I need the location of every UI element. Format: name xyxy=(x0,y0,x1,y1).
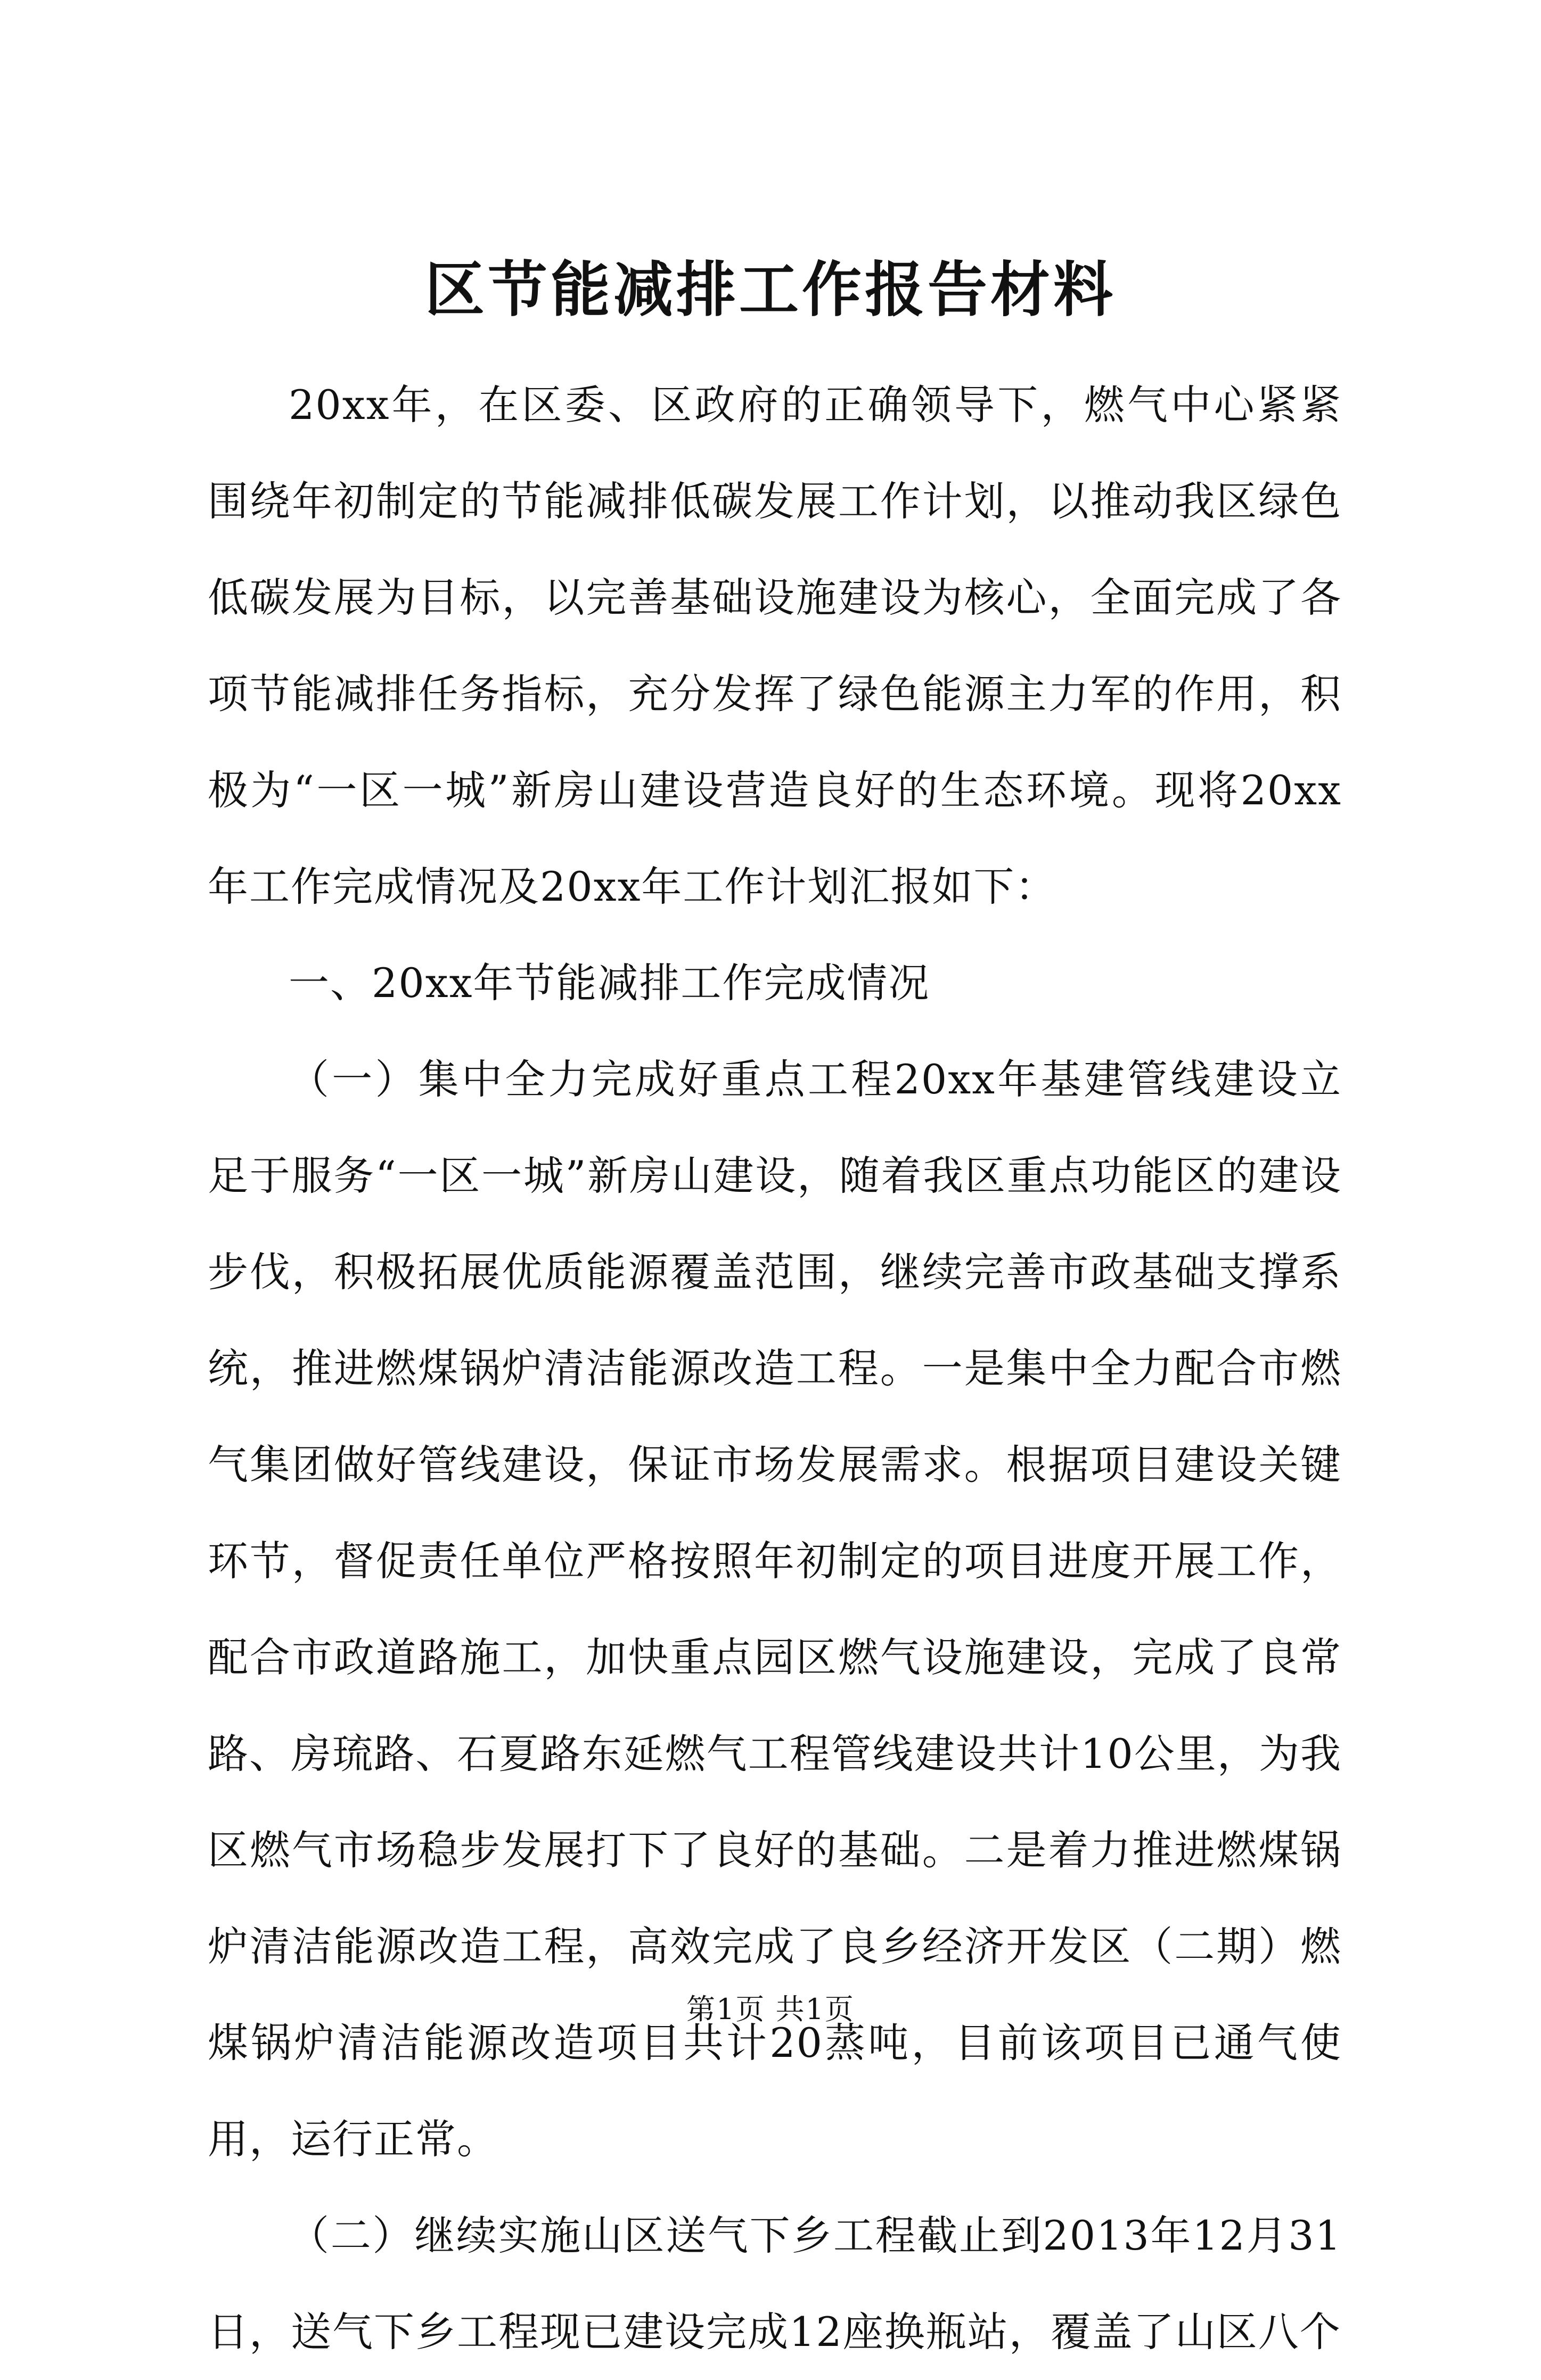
document-body xyxy=(208,357,1342,2380)
subsection-2-paragraph: （二）继续实施山区送气下乡工程截止到2013年12月31日，送气下乡工程现已建设完成12座换瓶站，覆盖了山区八个 xyxy=(208,2212,1342,2356)
intro-paragraph: 20xx年，在区委、区政府的正确领导下，燃气中心紧紧围绕年初制定的节能减排低碳发展工作计划，以推动我区绿色低碳发展为目标，以完善基础设施建设为核心，全面完成了各项节能减排任务指标，充分发挥了绿色能源主力军的作用，积极为“一区一城”新房山建设营造良好的生态环境。现将20xx年工作完成情况及20xx年工作计划汇报如下： xyxy=(208,381,1342,910)
subsection-1-paragraph: （一）集中全力完成好重点工程20xx年基建管线建设立足于服务“一区一城”新房山建设，随着我区重点功能区的建设步伐，积极拓展优质能源覆盖范围，继续完善市政基础支撑系统，推进燃煤锅炉清洁能源改造工程。一是集中全力配合市燃气集团做好管线建设，保证市场发展需求。根据项目建设关键环节，督促责任单位严格按照年初制定的项目进度开展工作，配合市政道路施工，加快重点园区燃气设施建设，完成了良常路、房琉路、石夏路东延燃气工程管线建设共计10公里，为我区燃气市场稳步发展打下了良好的基础。二是着力推进燃煤锅炉清洁能源改造工程，高效完成了良乡经济开发区（二期）燃煤锅炉清洁能源改造项目共计20蒸吨，目前该项目已通气使用，运行正常。 xyxy=(208,1056,1342,2163)
document-title: 区节能减排工作报告材料 xyxy=(425,255,1116,325)
section-heading: 一、20xx年节能减排工作完成情况 xyxy=(289,959,930,1007)
page-footer: 第1页 共1页 xyxy=(686,1992,855,2026)
